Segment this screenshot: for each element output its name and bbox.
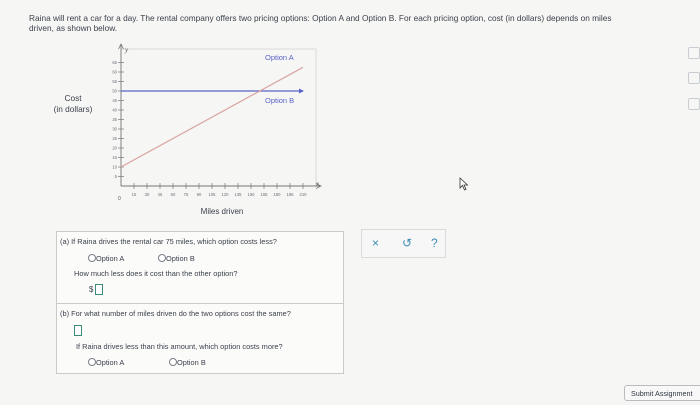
graph-lines	[121, 67, 304, 167]
part-a-section	[57, 232, 343, 303]
answer-panel	[56, 231, 344, 374]
problem-text-line2: driven, as shown below.	[29, 23, 118, 33]
graph-grid	[121, 49, 316, 186]
x-axis-symbol: x	[316, 180, 320, 188]
y-tick-label: 5	[114, 174, 117, 179]
x-tick-label: 75	[183, 192, 189, 197]
x-tick-label: 30	[144, 192, 150, 197]
y-tick-label: 10	[112, 164, 117, 170]
part-b-section	[57, 303, 343, 374]
problem-text-line1: Raina will rent a car for a day. The rental company offers two pricing options: Option A and Option B. For each pricing option, cost (in dollars) depends on miles	[29, 13, 612, 23]
x-axis-label: Miles driven	[200, 207, 244, 216]
part-b-option-a-radio[interactable]	[88, 358, 96, 366]
option-a-line-label: Option A	[265, 53, 294, 62]
option-a-line-arrow	[299, 89, 304, 94]
x-tick-label: 210	[299, 192, 307, 197]
graph-axes	[119, 44, 322, 189]
y-tick-label: 45	[112, 98, 117, 103]
x-tick-label: 105	[208, 192, 216, 197]
origin-label: 0	[118, 196, 121, 202]
y-tick-label: 55	[112, 79, 117, 84]
part-b-option-b-radio[interactable]	[169, 358, 177, 366]
side-tool-icon-3[interactable]	[688, 98, 700, 110]
part-a-question2: How much less does it cost than the other option?	[74, 269, 238, 278]
help-button[interactable]: ?	[431, 236, 438, 250]
part-b-miles-input[interactable]	[74, 325, 82, 336]
part-a-option-a-radio[interactable]	[88, 254, 96, 262]
part-a-question: (a) If Raina drives the rental car 75 miles, which option costs less?	[60, 237, 277, 246]
x-tick-label: 135	[234, 192, 242, 197]
part-b-option-b-label[interactable]: Option B	[177, 358, 206, 367]
undo-button[interactable]: ↺	[402, 236, 413, 250]
y-tick-label: 25	[112, 136, 117, 141]
x-tick-label: 180	[273, 192, 281, 197]
answer-actions	[361, 229, 446, 258]
part-a-amount-input[interactable]	[95, 284, 103, 295]
mouse-cursor-icon	[459, 177, 471, 191]
part-b-question2: If Raina drives less than this amount, which option costs more?	[76, 342, 283, 351]
x-tick-label: 90	[196, 192, 202, 197]
y-axis-symbol: y	[125, 46, 129, 54]
x-tick-label: 15	[131, 192, 137, 197]
y-tick-label: 40	[112, 107, 117, 113]
part-a-option-b-radio[interactable]	[158, 254, 166, 262]
part-b-option-a-label[interactable]: Option A	[96, 358, 125, 367]
y-tick-label: 15	[112, 155, 117, 160]
y-tick-label: 35	[112, 117, 117, 122]
clear-button[interactable]: ×	[372, 236, 380, 250]
dollar-sign: $	[89, 285, 94, 294]
y-axis-label-line2: (in dollars)	[53, 104, 93, 114]
y-tick-label: 30	[112, 126, 117, 132]
x-tick-label: 150	[247, 192, 255, 197]
side-tool-icon-2[interactable]	[688, 72, 700, 84]
option-b-line-label: Option B	[265, 96, 295, 105]
x-tick-label: 45	[157, 192, 163, 197]
side-tool-icon-1[interactable]	[688, 47, 700, 59]
x-tick-label: 120	[221, 192, 229, 197]
y-tick-label: 65	[112, 60, 117, 65]
option-b-line	[121, 67, 303, 167]
x-tick-label: 60	[170, 192, 176, 197]
plot-frame	[121, 49, 316, 186]
part-a-option-a-label[interactable]: Option A	[96, 254, 125, 263]
part-a-option-b-label[interactable]: Option B	[166, 254, 195, 263]
x-tick-label: 165	[260, 192, 268, 197]
y-axis-label-line1: Cost	[64, 93, 82, 103]
x-tick-label: 195	[286, 192, 294, 197]
y-tick-label: 50	[112, 88, 117, 94]
part-b-question: (b) For what number of miles driven do the two options cost the same?	[60, 309, 291, 318]
y-tick-label: 20	[112, 145, 117, 151]
submit-assignment-button[interactable]: Submit Assignment	[624, 385, 700, 401]
y-tick-label: 60	[112, 69, 117, 75]
